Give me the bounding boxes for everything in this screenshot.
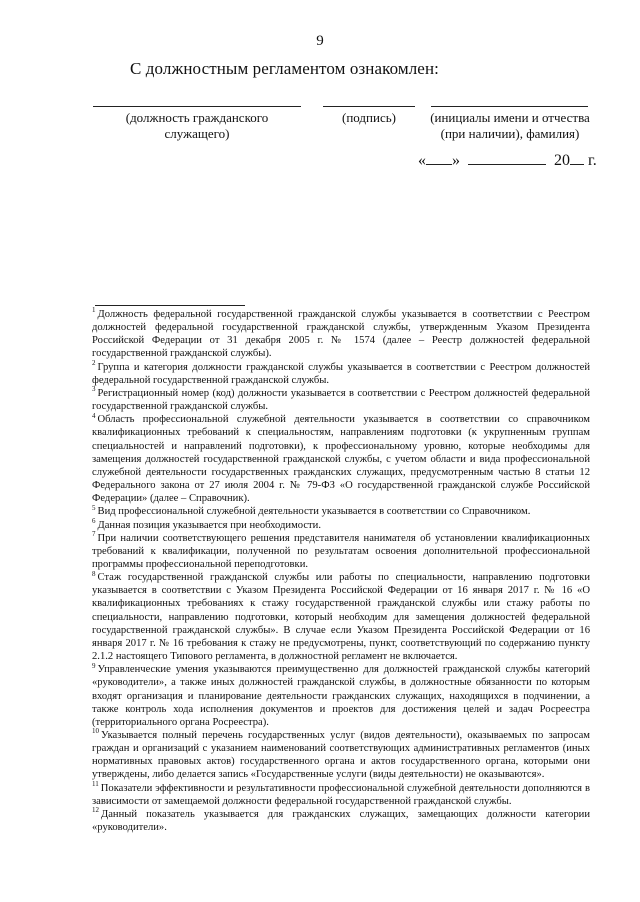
name-signature-line[interactable] — [431, 106, 588, 107]
year-prefix: 20 — [554, 152, 570, 169]
footnote-10: $^{10}$ Указывается полный перечень государственных услуг (видов деятельности), оказываемых по запросам граждан и организаций с указанием наименований соответствующих административных регламентов (иных нормативных правовых актов) государственного органа и актов государственного органа, которыми они утверждены, либо делается запись «Государственные услуги (виды деятельности) не оказываются». — [92, 727, 590, 781]
name-caption-line-1: (инициалы имени и отчества — [430, 110, 590, 125]
footnote-8: $^8$ Стаж государственной гражданской службы или работы по специальности, направлению подготовки указывается в соответствии с Указом Президента Российской Федерации от 16 января 2017 г. № 16 «О квалификационных требованиях к стажу государственной гражданской службы или стажу работы по специальности, направлению подготовки, который необходим для замещения должностей федеральной государственной гражданской службы». В случае если Указом Президента Российской Федерации от 16 января 2017 г. № 16 требования к стажу не предусмотрены, пункт, соответствующий по содержанию пункту 2.1.2 настоящего Типового регламента, в должностной регламент не включается. — [92, 569, 590, 663]
footnote-6: $^6$ Данная позиция указывается при необходимости. — [92, 516, 322, 531]
footnote-7: $^7$ При наличии соответствующего решения представителя нанимателя об установлении квалификационных требований к квалификации, полученной по результатам освоения дополнительной профессиональной программы профессиональной переподготовки. — [92, 530, 590, 570]
footnote-2: $^2$ Группа и категория должности гражданской службы указывается в соответствии с Реестром должностей федеральной государственной гражданской службы. — [92, 359, 590, 386]
footnote-separator — [95, 305, 245, 306]
name-caption — [420, 110, 600, 142]
date-open-quote: « — [418, 152, 426, 169]
name-caption-line-2: (при наличии), фамилия) — [440, 126, 580, 141]
signature-caption: (подпись) — [342, 110, 396, 125]
date-row — [418, 152, 597, 170]
year-suffix: г. — [588, 152, 597, 169]
footnote-12: $^{12}$ Данный показатель указывается для гражданских служащих, замещающих должности категории «руководители». — [92, 806, 590, 834]
acknowledgement-heading: С должностным регламентом ознакомлен: — [130, 59, 439, 78]
year-blank[interactable] — [570, 164, 584, 165]
month-blank[interactable] — [468, 164, 546, 165]
footnote-5: $^5$ Вид профессиональной служебной деятельности указывается в соответствии со Справочником. — [92, 503, 531, 518]
footnote-1: $^1$ Должность федеральной государственной гражданской службы указывается в соответствии с Реестром должностей федеральной государственной гражданской службы, утвержденным Указом Президента Российской Федерации от 31 декабря 2005 г. № 1574 (далее – Реестр должностей федеральной государственной гражданской службы). — [92, 306, 590, 360]
signature-line[interactable] — [323, 106, 415, 107]
footnote-11: $^{11}$ Показатели эффективности и результативности профессиональной служебной деятельности дополняются в зависимости от замещаемой должности федеральной государственной гражданской службы. — [92, 780, 590, 807]
day-blank[interactable] — [426, 164, 452, 165]
footnotes — [92, 308, 590, 834]
footnote-9: $^9$ Управленческие умения указываются преимущественно для должностей гражданской службы категорий «руководители», а также иных должностей гражданской службы, в должностные обязанности по которым входят организация и планирование деятельности гражданских служащих, находящихся в подчинении, а также контроль хода исполнения документов и проектов для достижения целей и задач Росреестра (территориального органа Росреестра). — [92, 661, 590, 728]
footnote-4: $^4$ Область профессиональной служебной деятельности указывается в соответствии со справочником квалификационных требований к специальностям, направлениям подготовки (к укрупненным группам специальностей и направлений подготовки), к профессиональному уровню, которые необходимы для замещения должностей государственной гражданской службы, с учетом области и вида профессиональной служебной деятельности государственных гражданских служащих, предусмотренным частью 8 статьи 12 Федерального закона от 27 июля 2004 г. № 79-ФЗ «О государственной гражданской службе Российской Федерации» (далее – Справочник). — [92, 411, 590, 505]
position-signature-line[interactable] — [93, 106, 301, 107]
page-number: 9 — [316, 33, 324, 49]
date-close-quote: » — [452, 152, 460, 169]
footnote-3: $^3$ Регистрационный номер (код) должности указывается в соответствии с Реестром должностей федеральной государственной гражданской службы. — [92, 385, 590, 413]
position-caption: (должность гражданского служащего) — [125, 110, 269, 141]
